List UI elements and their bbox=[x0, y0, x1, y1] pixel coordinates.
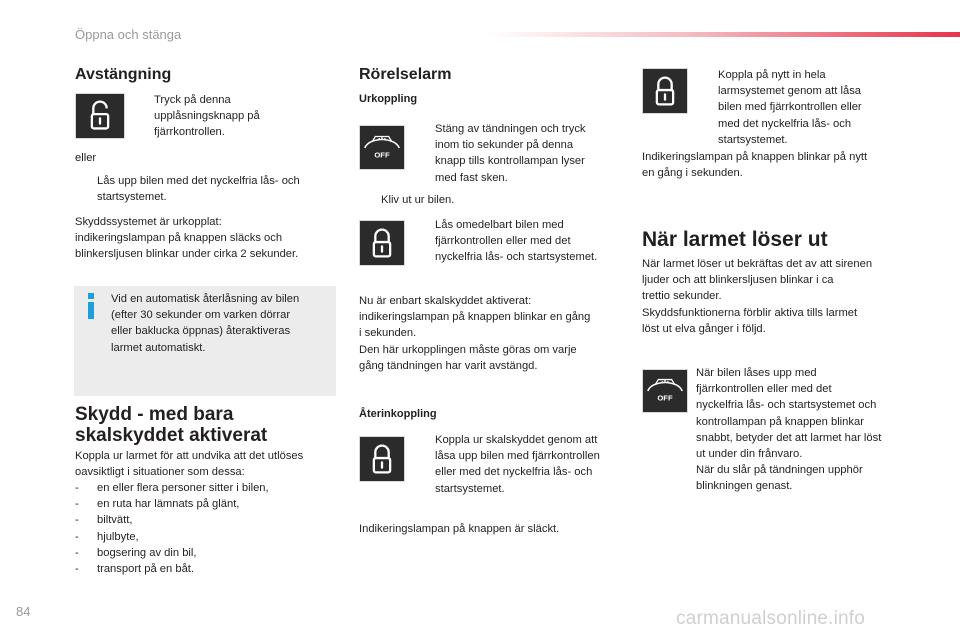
lock-closed-icon bbox=[359, 436, 405, 482]
page-number: 84 bbox=[16, 604, 31, 619]
bullet-reactivate-all: Koppla på nytt in hela larmsystemet genom att låsa bilen med fjärrkontrollen eller med det nyckelfria lås- och startsystemet. bbox=[718, 69, 862, 146]
bullet-unlock-keyless: Lås upp bilen med det nyckelfria lås- och startsystemet. bbox=[97, 175, 300, 204]
list-item: - en eller flera personer sitter i bilen, bbox=[75, 482, 269, 494]
paragraph-alarm-was-triggered: När bilen låses upp med fjärrkontrollen eller med det nyckelfria lås- och startsystemet och kontrollampan på knappen blinkar snabbt, betyder det att larmet har löst ut under din frånvaro. När du slår på tändningen upphör blinkningen genast. bbox=[696, 367, 882, 493]
paragraph-system-disabled: Skyddssystemet är urkopplat: indikeringslampan på knappen släcks och blinkersljusen blinkar under cirka 2 sekunder. bbox=[75, 216, 299, 261]
bullet-press-unlock: Tryck på denna upplåsningsknapp på fjärrkontrollen. bbox=[154, 94, 260, 139]
info-icon bbox=[87, 293, 95, 319]
paragraph-lamp-off: Indikeringslampan på knappen är släckt. bbox=[359, 523, 560, 535]
alarm-off-button-icon bbox=[359, 125, 405, 170]
info-text: Vid en automatisk återlåsning av bilen (efter 30 sekunder om varken dörrar eller baklucka öppnas) återaktiveras larmet automatiskt. bbox=[111, 293, 300, 354]
list-item: - hjulbyte, bbox=[75, 530, 139, 543]
paragraph-intro: Koppla ur larmet för att undvika att det utlöses oavsiktligt i situationer som dessa: bbox=[75, 450, 304, 479]
watermark: carmanualsonline.info bbox=[676, 608, 866, 629]
bullet-switch-off-ignition: Stäng av tändningen och tryck inom tio sekunder på denna knapp tills kontrollampan lyser med fast sken. bbox=[435, 123, 586, 184]
list-item: - biltvätt, bbox=[75, 514, 133, 527]
off-label: OFF bbox=[657, 393, 673, 403]
bullet-exit-car: Kliv ut ur bilen. bbox=[381, 194, 455, 206]
text-or: eller bbox=[75, 152, 97, 164]
section-title: Öppna och stänga bbox=[75, 27, 182, 42]
lock-open-icon bbox=[75, 93, 125, 139]
header-accent-bar bbox=[488, 32, 960, 37]
paragraph-perimeter-active: Nu är enbart skalskyddet aktiverat: indikeringslampan på knappen blinkar en gång i sekunden. Den här urkopplingen måste göras om varje gång tändningen har varit avstängd. bbox=[359, 295, 591, 372]
subheading-aterinkoppling: Återinkoppling bbox=[359, 408, 437, 420]
lock-closed-icon bbox=[359, 220, 405, 266]
bullet-reactivate: Koppla ur skalskyddet genom att låsa upp bilen med fjärrkontrollen eller med det nyckelfria lås- och startsystemet. bbox=[435, 434, 600, 495]
paragraph-alarm-triggered: När larmet löser ut bekräftas det av att sirenen ljuder och att blinkersljusen blinkar i ca trettio sekunder. Skyddsfunktionerna förblir aktiva tills larmet löst ut elva gånger i följd. bbox=[642, 258, 873, 335]
subheading-urkoppling: Urkoppling bbox=[359, 93, 418, 105]
heading-rorelselarm: Rörelselarm bbox=[359, 66, 452, 83]
heading-skydd: Skydd - med bara skalskyddet aktiverat bbox=[75, 404, 268, 446]
alarm-off-button-icon bbox=[642, 369, 688, 413]
off-label: OFF bbox=[374, 150, 390, 160]
list-item: - transport på en båt. bbox=[75, 563, 195, 576]
paragraph-lamp-flashes: Indikeringslampan på knappen blinkar på nytt en gång i sekunden. bbox=[642, 151, 868, 180]
heading-avstangning: Avstängning bbox=[75, 66, 172, 83]
heading-nar-larmet: När larmet löser ut bbox=[642, 228, 828, 251]
list-item: - en ruta har lämnats på glänt, bbox=[75, 498, 240, 511]
bullet-lock-immediately: Lås omedelbart bilen med fjärrkontrollen eller med det nyckelfria lås- och startsystemet. bbox=[435, 219, 598, 264]
lock-closed-icon bbox=[642, 68, 688, 114]
situations-list bbox=[75, 480, 269, 577]
list-item: - bogsering av din bil, bbox=[75, 546, 197, 559]
